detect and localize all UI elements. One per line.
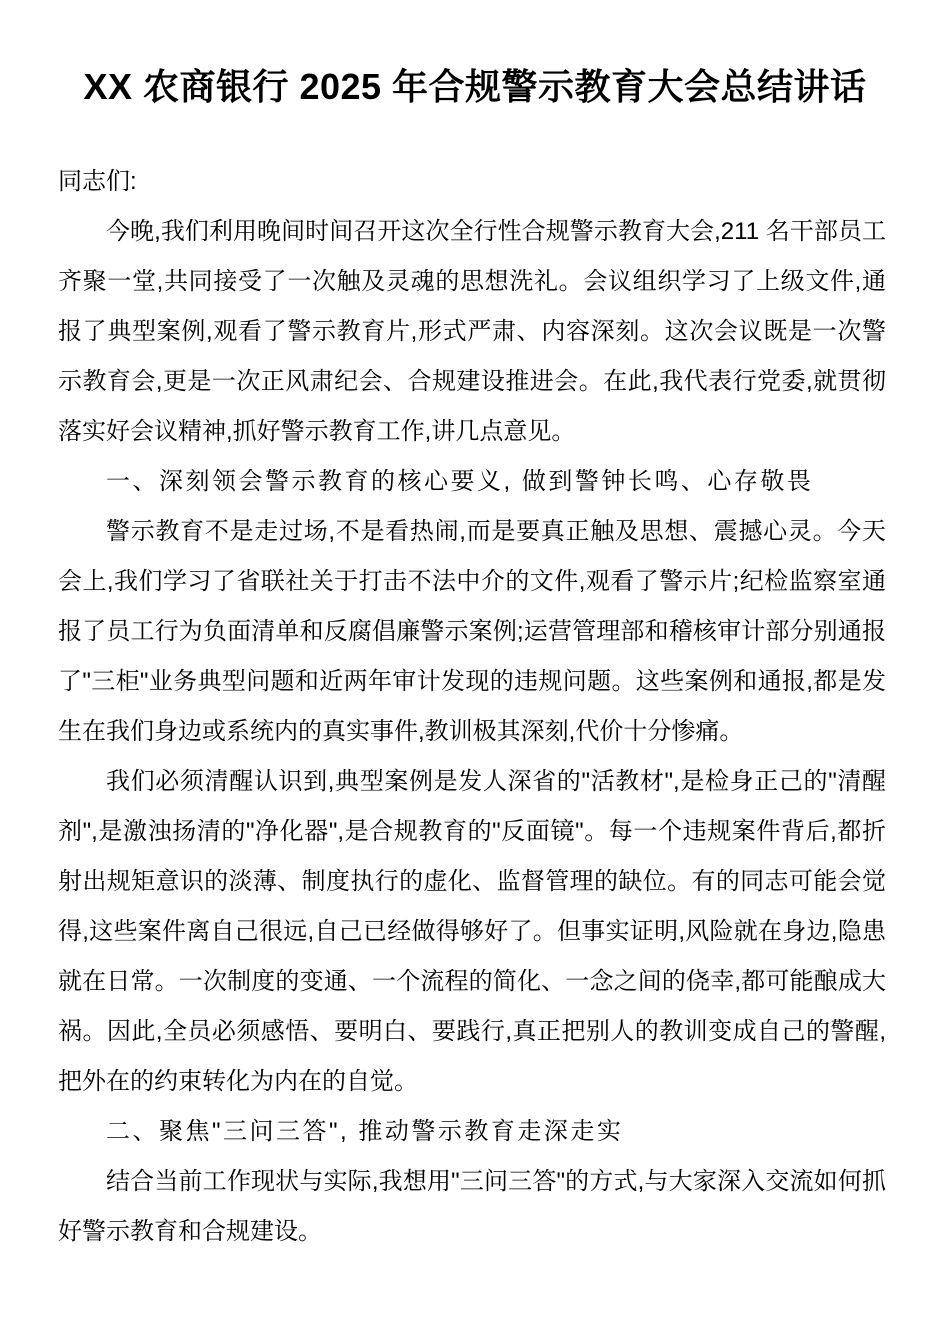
paragraph-section1-a: 警示教育不是走过场,不是看热闹,而是要真正触及思想、震撼心灵。今天会上,我们学习了省联社关于打击不法中介的文件,观看了警示片;纪检监察室通报了员工行为负面清单和反腐倡廉警示案例;运营管理部和稽核审计部分别通报了"三柜"业务典型问题和近两年审计发现的违规问题。这些案例和通报,都是发生在我们身边或系统内的真实事件,教训极其深刻,代价十分惨痛。 [58,518,886,745]
salutation: 同志们: [58,168,137,195]
document-body [58,157,886,1257]
paragraph-section1-b: 我们必须清醒认识到,典型案例是发人深省的"活教材",是检身正己的"清醒剂",是激浊扬清的"净化器",是合规教育的"反面镜"。每一个违规案件背后,都折射出规矩意识的淡薄、制度执行的虚化、监督管理的缺位。有的同志可能会觉得,这些案件离自己很远,自己已经做得够好了。但事实证明,风险就在身边,隐患就在日常。一次制度的变通、一个流程的简化、一念之间的侥幸,都可能酿成大祸。因此,全员必须感悟、要明白、要践行,真正把别人的教训变成自己的警醒,把外在的约束转化为内在的自觉。 [58,768,886,1095]
paragraph-section2-a: 结合当前工作现状与实际,我想用"三问三答"的方式,与大家深入交流如何抓好警示教育和合规建设。 [58,1168,886,1245]
paragraph-opening: 今晚,我们利用晚间时间召开这次全行性合规警示教育大会,211 名干部员工齐聚一堂,共同接受了一次触及灵魂的思想洗礼。会议组织学习了上级文件,通报了典型案例,观看了警示教育片,形式严肃、内容深刻。这次会议既是一次警示教育会,更是一次正风肃纪会、合规建设推进会。在此,我代表行党委,就贯彻落实好会议精神,抓好警示教育工作,讲几点意见。 [58,218,886,445]
document-title: XX 农商银行 2025 年合规警示教育大会总结讲话 [83,66,867,107]
section-heading-1: 一、深刻领会警示教育的核心要义, 做到警钟长鸣、心存敬畏 [106,468,814,495]
section-heading-2: 二、聚焦"三问三答", 推动警示教育走深走实 [106,1118,624,1145]
